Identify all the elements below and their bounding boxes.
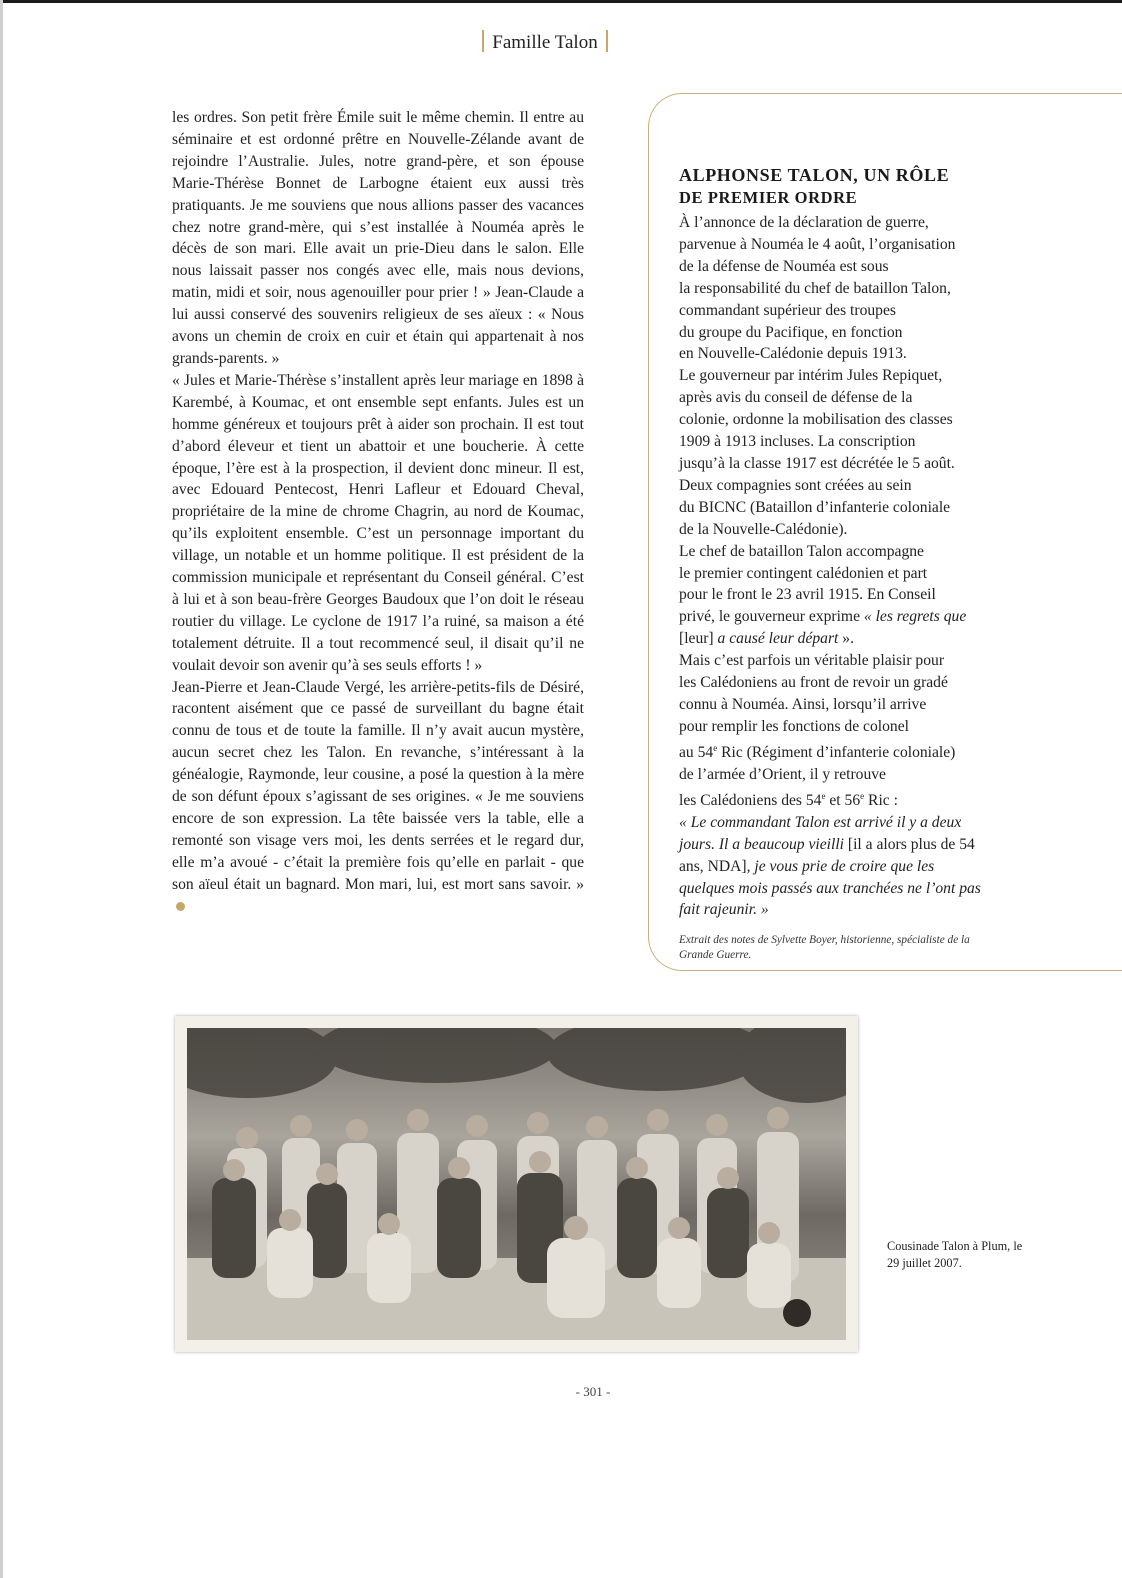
header-title: Famille Talon: [492, 32, 598, 53]
sidebar-line: Le chef de bataillon Talon accompagne: [679, 542, 924, 560]
main-paragraph-3: [172, 677, 584, 918]
family-group-photo: [175, 1016, 858, 1352]
sidebar-line: les Calédoniens au front de revoir un gradé: [679, 674, 948, 692]
main-text-column: [172, 107, 584, 918]
sidebar-line: Mais c’est parfois un véritable plaisir pour: [679, 652, 945, 670]
governor-end: ».: [838, 630, 854, 648]
sidebar-line: À l’annonce de la déclaration de guerre,: [679, 214, 929, 231]
family-photo-image: [187, 1028, 846, 1340]
sidebar-line: pour le front le 23 avril 1915. En Conseil: [679, 586, 936, 604]
caled-sup-2: e: [860, 790, 865, 801]
main-paragraph-2: « Jules et Marie-Thérèse s’installent après leur mariage en 1898 à Karembé, à Koumac, et ont ensemble sept enfants. Jules est un homme généreux et toujours prêt à aider son prochain. Il est tout d’abord éleveur et tient un abattoir et une boucherie. À cette époque, l’ère est à la prospection, il devient donc mineur. Il est, avec Edouard Pentecost, Henri Lafleur et Edouard Cheval, propriétaire de la mine de chrome Chagrin, au nord de Koumac, qu’ils exploitent ensemble. C’est un personnage important du village, un notable et un homme politique. Il est président de la commission municipale et représentant du Conseil général. C’est à lui et à son beau-frère Georges Baudoux que l’on doit le réseau routier du village. Le cyclone de 1917 l’a ruiné, sa maison a été totalement détruite. Il a tout recommencé seul, il disait qu’il ne voulait devoir son avenir qu’à ses seuls efforts ! »: [172, 371, 584, 674]
sidebar-line: du BICNC (Bataillon d’infanterie coloniale: [679, 498, 951, 516]
sidebar-line: connu à Nouméa. Ainsi, lorsqu’il arrive: [679, 695, 927, 713]
sidebar-box: [648, 93, 1122, 971]
main-paragraph-3-text: Jean-Pierre et Jean-Claude Vergé, les arrière-petits-fils de Désiré, racontent aisément que ce passé de surveillant du bagne était connu de tous et de toute la famille. Il n’y avait aucun mystère, aucun secret chez les Talon. En revanche, s’intéressant à la généalogie, Raymonde, leur cousine, a posé la question à la mère de son défunt époux s’agissant de ses origines. « Je me souviens encore de son expression. La tête baissée vers la table, elle a remonté son visage vers moi, les dents serrées et le regard dur, elle m’a avoué - c’était la première fois qu’elle en parlait - que son aïeul était un bagnard. Mon mari, lui, est mort sans savoir. »: [172, 678, 584, 893]
ric-54-sup: e: [713, 742, 718, 753]
sidebar-line: en Nouvelle-Calédonie depuis 1913.: [679, 345, 907, 363]
scan-edge-left: [0, 0, 3, 1578]
ric-54-suffix: Ric (Régiment d’infanterie coloniale): [717, 743, 956, 761]
sidebar-line: après avis du conseil de défense de la: [679, 389, 913, 407]
letter-quote-b: , je vous prie de croire que les quelques mois passés aux tranchées ne l’ont pas fait rajeunir. »: [679, 857, 981, 919]
caled-mid: et 56: [825, 791, 861, 809]
sidebar-line: Deux compagnies sont créées au sein: [679, 476, 912, 494]
sidebar-title-line-1: ALPHONSE TALON, UN RÔLE: [679, 165, 950, 185]
letter-quote-insert: [il a alors plus de 54 ans, NDA]: [679, 835, 975, 875]
governor-insert: [leur]: [679, 630, 714, 648]
header-bar-right: [606, 30, 608, 52]
sidebar-line: la responsabilité du chef de bataillon Talon,: [679, 279, 951, 297]
sidebar-line: Le gouverneur par intérim Jules Repiquet,: [679, 367, 943, 385]
caled-prefix: les Calédoniens des 54: [679, 791, 822, 809]
governor-intro: privé, le gouverneur exprime: [679, 608, 864, 626]
sidebar-title-line-2: DE PREMIER ORDRE: [679, 188, 858, 207]
armee-line: de l’armée d’Orient, il y retrouve: [679, 765, 886, 783]
sidebar-body: [679, 212, 989, 921]
sidebar-line: du groupe du Pacifique, en fonction: [679, 323, 903, 341]
page-number: - 301 -: [575, 1384, 611, 1399]
scan-edge-top: [0, 0, 1122, 3]
sidebar-title: [679, 164, 989, 209]
sidebar-line: parvenue à Nouméa le 4 août, l’organisation: [679, 235, 956, 253]
sidebar-line: jusqu’à la classe 1917 est décrétée le 5 août.: [679, 454, 955, 472]
sidebar-line: commandant supérieur des troupes: [679, 301, 896, 319]
header-bar-left: [482, 30, 484, 52]
caled-sup-1: e: [821, 790, 826, 801]
ric-54-prefix: au 54: [679, 743, 714, 761]
running-head: [0, 30, 1090, 54]
sidebar-line: colonie, ordonne la mobilisation des classes: [679, 411, 953, 429]
sidebar-credit: Extrait des notes de Sylvette Boyer, historienne, spécialiste de la Grande Guerre.: [679, 934, 970, 962]
governor-quote-b: a causé leur départ: [713, 630, 839, 648]
photo-caption: Cousinade Talon à Plum, le 29 juillet 2007.: [887, 1239, 1023, 1270]
sidebar-line: pour remplir les fonctions de colonel: [679, 717, 909, 735]
sidebar-line: de la défense de Nouméa est sous: [679, 257, 889, 275]
end-of-article-dot-icon: [176, 902, 185, 911]
caled-suffix: Ric :: [864, 791, 898, 809]
sidebar-line: 1909 à 1913 incluses. La conscription: [679, 433, 916, 451]
sidebar-line: le premier contingent calédonien et part: [679, 564, 928, 582]
main-paragraph-1: les ordres. Son petit frère Émile suit le même chemin. Il entre au séminaire et est ordonné prêtre en Nouvelle-Zélande avant de rejoindre l’Australie. Jules, notre grand-père, et son épouse Marie-Thérèse Bonnet de Larbogne étaient eux aussi très pratiquants. Je me souviens que nous allions passer des vacances chez notre grand-mère, qui s’est installée à Nouméa après le décès de son mari. Elle avait un prie-Dieu dans le salon. Elle nous laissait passer nos congés avec elle, mais nous devions, matin, midi et soir, nous agenouiller pour prier ! » Jean-Claude a lui aussi conservé des souvenirs religieux de ses aïeux : « Nous avons un chemin de croix en cuir et étain qui appartenait à nos grands-parents. »: [172, 109, 584, 367]
governor-quote-a: « les regrets que: [863, 608, 967, 626]
sidebar-content: [679, 164, 989, 963]
sidebar-line: de la Nouvelle-Calédonie).: [679, 520, 848, 538]
letter-quote-a: « Le commandant Talon est arrivé il y a deux jours. Il a beaucoup vieilli: [679, 813, 962, 853]
